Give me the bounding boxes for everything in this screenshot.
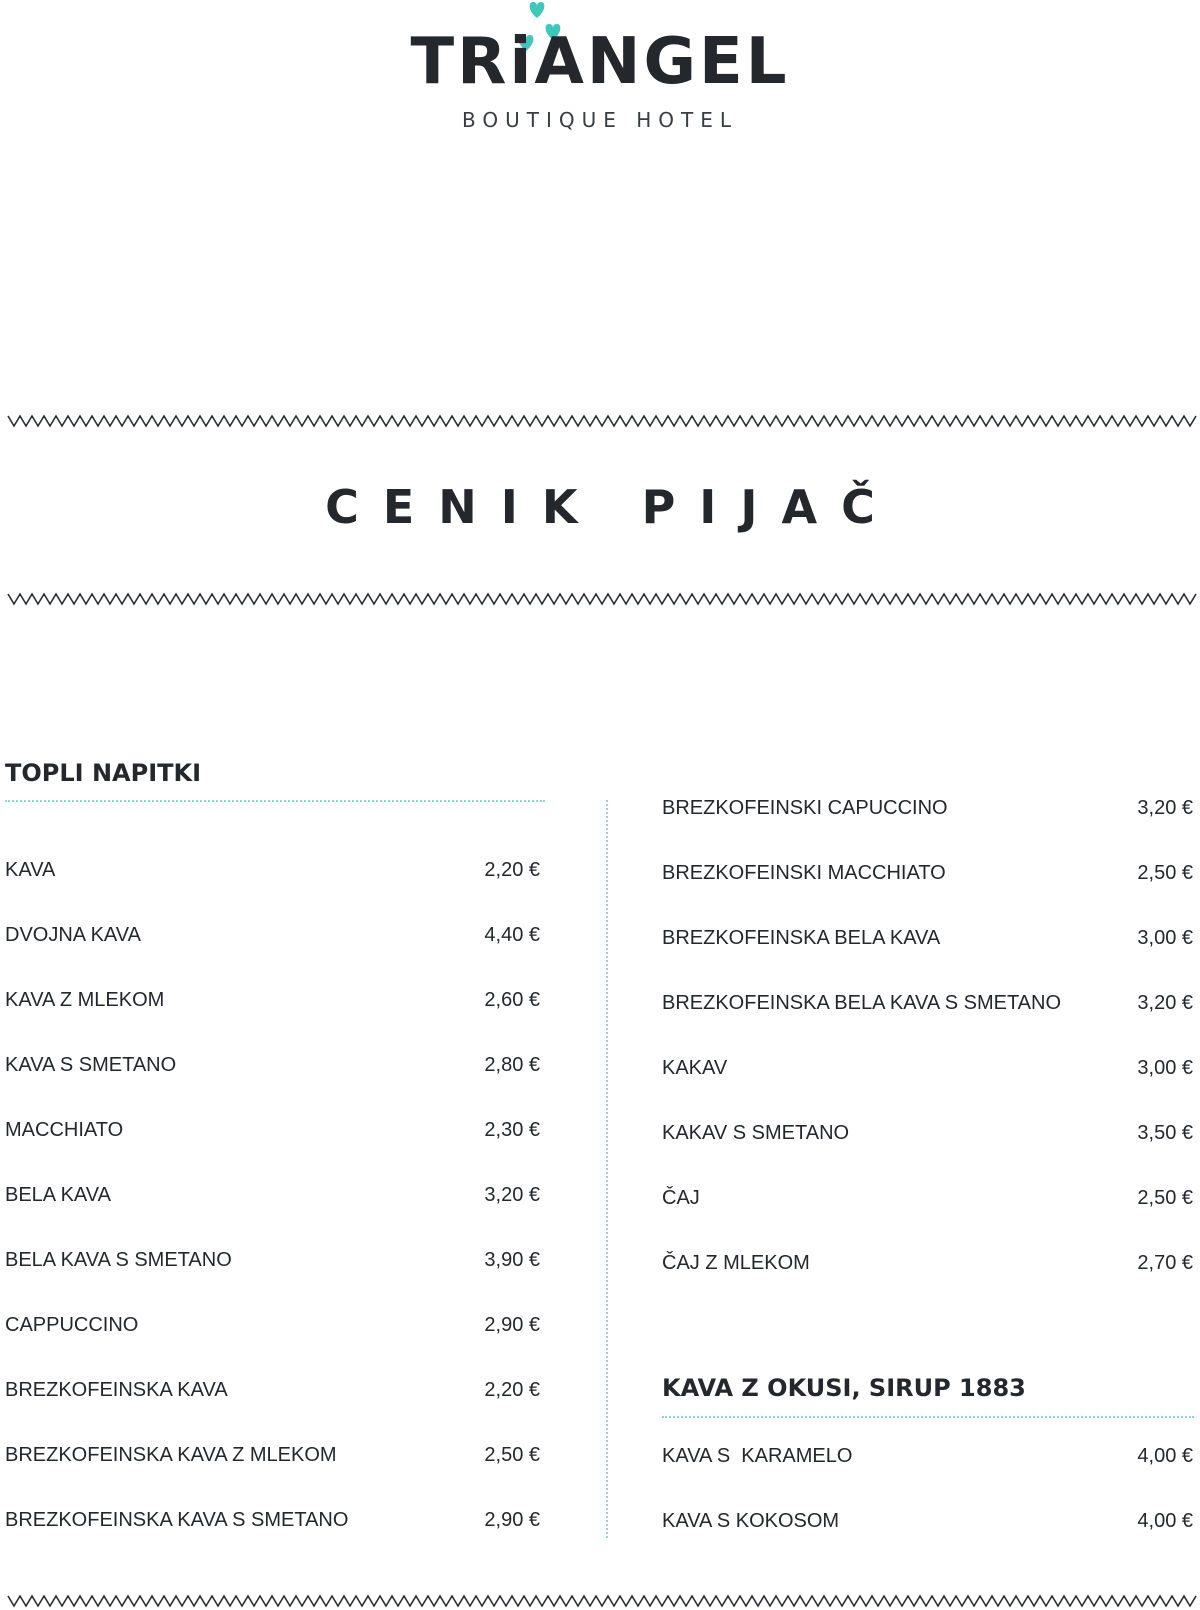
zigzag-line <box>8 1596 1196 1606</box>
item-price: 2,70 € <box>1137 1252 1193 1274</box>
item-name: CAPPUCCINO <box>5 1314 139 1336</box>
zigzag-divider-middle <box>0 592 1200 606</box>
section-rule-okusi <box>662 1416 1194 1418</box>
item-name: KAVA S KOKOSOM <box>662 1510 840 1532</box>
item-name: BREZKOFEINSKA KAVA Z MLEKOM <box>5 1444 337 1466</box>
item-name: KAKAV <box>662 1057 728 1079</box>
item-name: KAVA <box>5 859 56 881</box>
item-price: 2,20 € <box>484 1379 540 1401</box>
zigzag-divider-top <box>0 414 1200 428</box>
section-rule-topli <box>5 800 545 802</box>
item-price: 4,00 € <box>1137 1510 1193 1532</box>
item-name: ČAJ <box>662 1187 700 1209</box>
item-name: BREZKOFEINSKA KAVA <box>5 1379 228 1401</box>
logo-subtitle: BOUTIQUE HOTEL <box>461 108 739 132</box>
zigzag-line <box>8 416 1196 426</box>
item-name: KAKAV S SMETANO <box>662 1122 850 1144</box>
item-price: 3,20 € <box>484 1184 540 1206</box>
item-name: BREZKOFEINSKI MACCHIATO <box>662 862 946 884</box>
section-heading-okusi: KAVA Z OKUSI, SIRUP 1883 <box>662 1374 1026 1402</box>
item-price: 2,90 € <box>484 1314 540 1336</box>
item-price: 2,80 € <box>484 1054 540 1076</box>
item-price: 2,50 € <box>1137 862 1193 884</box>
item-name: MACCHIATO <box>5 1119 124 1141</box>
item-name: KAVA S SMETANO <box>5 1054 177 1076</box>
logo-wordmark: TRiANGEL <box>410 25 790 99</box>
item-price: 2,90 € <box>484 1509 540 1531</box>
zigzag-divider-bottom <box>0 1594 1200 1608</box>
heart-top-icon <box>530 2 545 18</box>
item-name: BELA KAVA S SMETANO <box>5 1249 232 1271</box>
item-price: 2,60 € <box>484 989 540 1011</box>
item-name: BREZKOFEINSKA BELA KAVA S SMETANO <box>662 992 1062 1014</box>
item-price: 2,50 € <box>484 1444 540 1466</box>
column-divider <box>606 800 608 1538</box>
item-price: 3,00 € <box>1137 1057 1193 1079</box>
zigzag-line <box>8 594 1196 604</box>
item-name: BREZKOFEINSKA KAVA S SMETANO <box>5 1509 349 1531</box>
item-price: 4,40 € <box>484 924 540 946</box>
item-price: 3,00 € <box>1137 927 1193 949</box>
item-name: ČAJ Z MLEKOM <box>662 1252 810 1274</box>
item-price: 2,20 € <box>484 859 540 881</box>
item-name: DVOJNA KAVA <box>5 924 141 946</box>
item-price: 3,20 € <box>1137 992 1193 1014</box>
item-price: 3,90 € <box>484 1249 540 1271</box>
item-name: BELA KAVA <box>5 1184 111 1206</box>
item-name: KAVA S KARAMELO <box>662 1445 853 1467</box>
item-name: BREZKOFEINSKI CAPUCCINO <box>662 797 948 819</box>
item-name: BREZKOFEINSKA BELA KAVA <box>662 927 941 949</box>
item-name: KAVA Z MLEKOM <box>5 989 165 1011</box>
item-price: 4,00 € <box>1137 1445 1193 1467</box>
item-price: 2,30 € <box>484 1119 540 1141</box>
item-price: 3,20 € <box>1137 797 1193 819</box>
page-title: CENIK PIJAČ <box>325 480 899 534</box>
section-heading-topli: TOPLI NAPITKI <box>5 759 202 787</box>
item-price: 3,50 € <box>1137 1122 1193 1144</box>
item-price: 2,50 € <box>1137 1187 1193 1209</box>
